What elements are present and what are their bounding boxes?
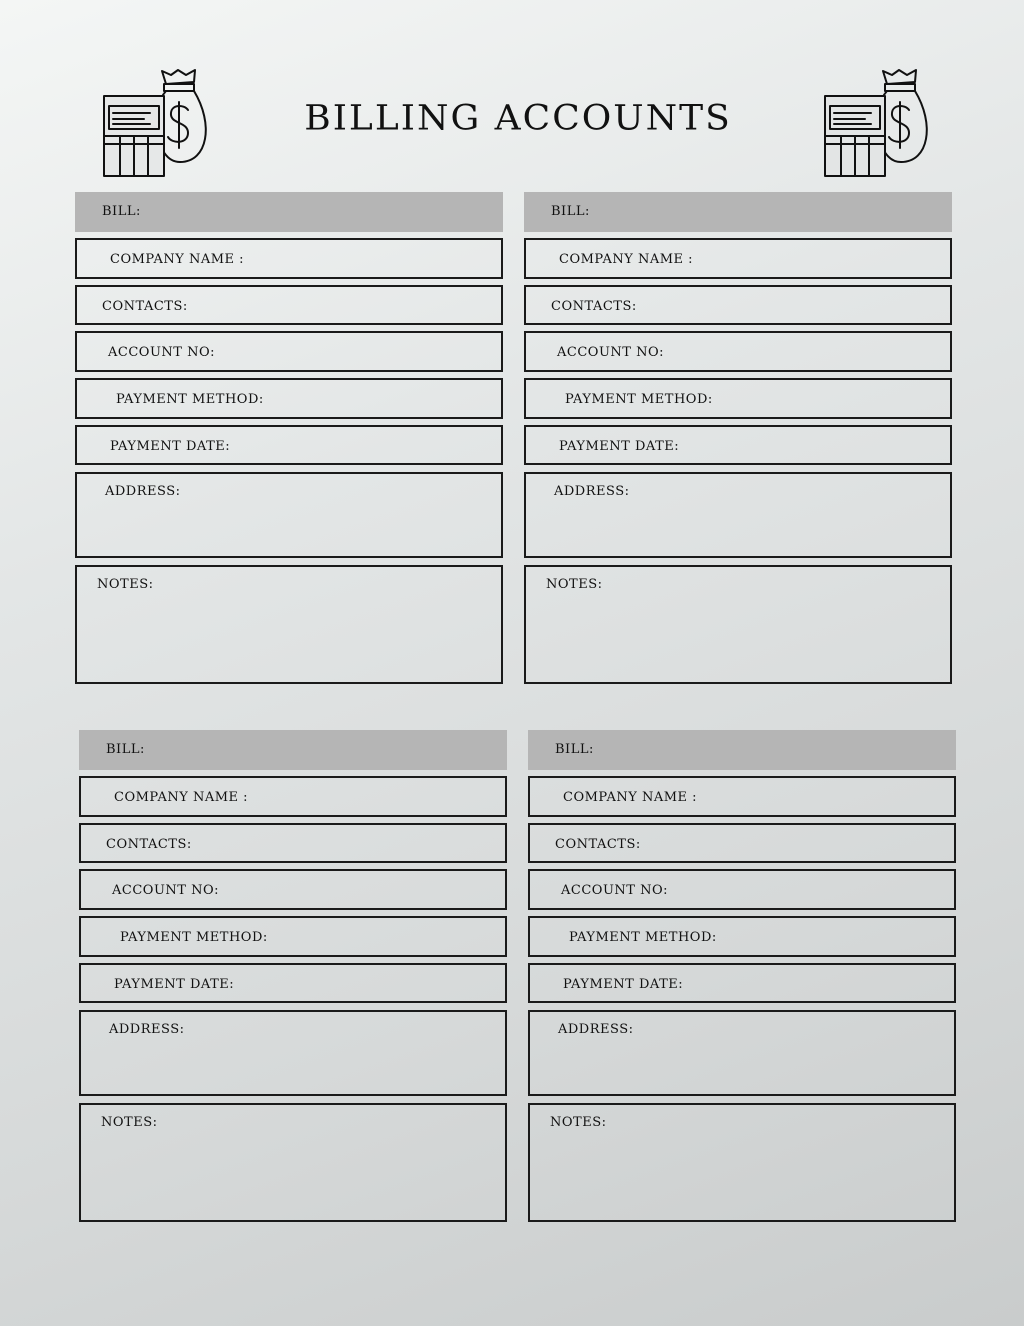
notes-label: NOTES: — [550, 1115, 607, 1130]
payment-date-field[interactable] — [79, 963, 507, 1003]
payment-date-field[interactable] — [524, 425, 952, 465]
payment-date-field[interactable] — [528, 963, 956, 1003]
address-field[interactable] — [79, 1010, 507, 1096]
payment-date-label: PAYMENT DATE: — [114, 977, 235, 992]
address-field[interactable] — [75, 472, 503, 558]
payment-method-field[interactable] — [79, 916, 507, 957]
bill-label: BILL: — [106, 742, 145, 757]
page-title: BILLING ACCOUNTS — [304, 99, 732, 138]
payment-method-label: PAYMENT METHOD: — [569, 930, 717, 945]
company-name-label: COMPANY NAME : — [559, 252, 694, 267]
contacts-field[interactable] — [75, 285, 503, 325]
address-label: ADDRESS: — [558, 1022, 634, 1037]
bill-header — [524, 192, 952, 232]
payment-method-label: PAYMENT METHOD: — [565, 392, 713, 407]
contacts-label: CONTACTS: — [106, 837, 192, 852]
notes-label: NOTES: — [546, 577, 603, 592]
account-no-label: ACCOUNT NO: — [108, 345, 215, 360]
notes-label: NOTES: — [101, 1115, 158, 1130]
payment-method-label: PAYMENT METHOD: — [116, 392, 264, 407]
payment-date-label: PAYMENT DATE: — [563, 977, 684, 992]
register-money-bag-icon — [821, 66, 933, 178]
notes-field[interactable] — [75, 565, 503, 684]
contacts-label: CONTACTS: — [551, 299, 637, 314]
notes-field[interactable] — [528, 1103, 956, 1222]
contacts-field[interactable] — [79, 823, 507, 863]
address-field[interactable] — [524, 472, 952, 558]
payment-method-field[interactable] — [524, 378, 952, 419]
company-name-field[interactable] — [528, 776, 956, 817]
payment-date-label: PAYMENT DATE: — [559, 439, 680, 454]
company-name-field[interactable] — [75, 238, 503, 279]
address-label: ADDRESS: — [105, 484, 181, 499]
bill-label: BILL: — [555, 742, 594, 757]
register-money-bag-icon — [100, 66, 212, 178]
bill-label: BILL: — [102, 204, 141, 219]
company-name-field[interactable] — [79, 776, 507, 817]
account-no-field[interactable] — [524, 331, 952, 372]
payment-date-label: PAYMENT DATE: — [110, 439, 231, 454]
account-no-field[interactable] — [528, 869, 956, 910]
bill-label: BILL: — [551, 204, 590, 219]
notes-field[interactable] — [79, 1103, 507, 1222]
bill-header — [79, 730, 507, 770]
contacts-label: CONTACTS: — [102, 299, 188, 314]
company-name-label: COMPANY NAME : — [110, 252, 245, 267]
contacts-field[interactable] — [524, 285, 952, 325]
payment-date-field[interactable] — [75, 425, 503, 465]
payment-method-field[interactable] — [528, 916, 956, 957]
payment-method-label: PAYMENT METHOD: — [120, 930, 268, 945]
account-no-field[interactable] — [75, 331, 503, 372]
company-name-label: COMPANY NAME : — [563, 790, 698, 805]
company-name-field[interactable] — [524, 238, 952, 279]
contacts-field[interactable] — [528, 823, 956, 863]
account-no-label: ACCOUNT NO: — [112, 883, 219, 898]
notes-label: NOTES: — [97, 577, 154, 592]
account-no-label: ACCOUNT NO: — [561, 883, 668, 898]
address-field[interactable] — [528, 1010, 956, 1096]
contacts-label: CONTACTS: — [555, 837, 641, 852]
payment-method-field[interactable] — [75, 378, 503, 419]
bill-header — [528, 730, 956, 770]
address-label: ADDRESS: — [109, 1022, 185, 1037]
bill-header — [75, 192, 503, 232]
notes-field[interactable] — [524, 565, 952, 684]
company-name-label: COMPANY NAME : — [114, 790, 249, 805]
account-no-field[interactable] — [79, 869, 507, 910]
account-no-label: ACCOUNT NO: — [557, 345, 664, 360]
address-label: ADDRESS: — [554, 484, 630, 499]
